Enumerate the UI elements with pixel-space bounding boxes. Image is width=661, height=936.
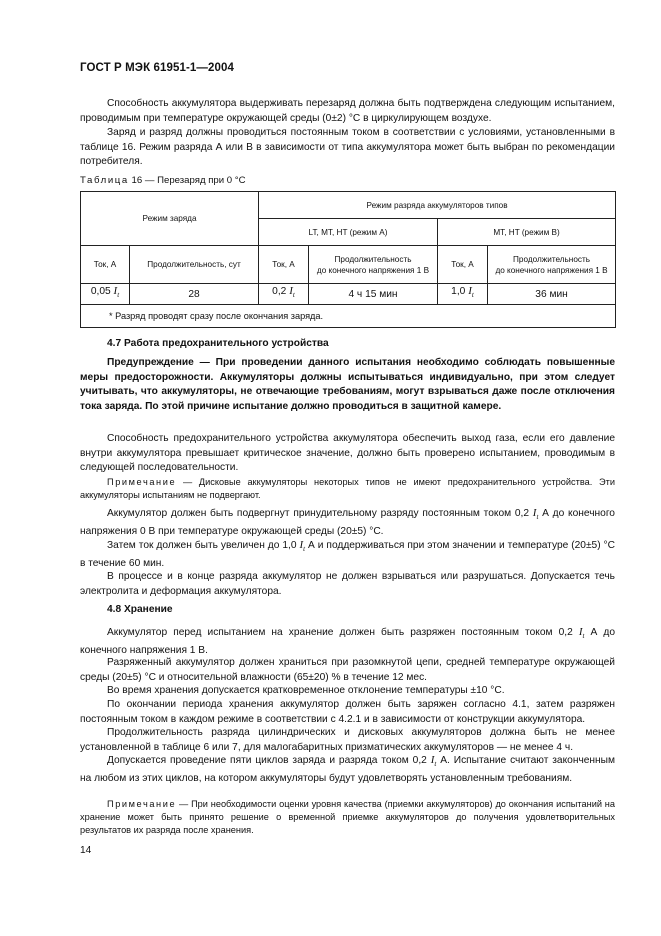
section-4-8-paragraph-5: Продолжительность разряда цилиндрических и дисковых аккумуляторов должна быть не менее установленной в таблице 6 или 7, для малогабаритных призматических аккумуляторов — не менее 4 ч.	[80, 727, 615, 753]
col-a-current: Ток, А	[259, 246, 309, 284]
table-title	[80, 175, 246, 186]
col-b-current: Ток, А	[438, 246, 488, 284]
header-charge-mode: Режим заряда	[81, 192, 259, 246]
col-a-duration: Продолжительность до конечного напряжения 1 В	[309, 246, 438, 284]
table-footnote: * Разряд проводят сразу после окончания заряда.	[81, 305, 616, 328]
cell-charge-current: 0,05 $I_t$	[81, 284, 130, 305]
section-4-8-paragraph-3: Во время хранения допускается кратковременное отклонение температуры ±10 °С.	[107, 685, 505, 696]
col-charge-current: Ток, А	[81, 246, 130, 284]
table-caption: 16 — Перезаряд при 0 °С	[131, 175, 246, 186]
page-number: 14	[80, 845, 92, 856]
cell-b-current: 1,0 $I_t$	[438, 284, 488, 305]
section-4-8-paragraph-2: Разряженный аккумулятор должен храниться при разомкнутой цепи, средней температуре окружающей среды (20±5) °С и относительной влажности (65±20) % в течение 12 мес.	[80, 657, 615, 683]
cell-charge-duration: 28	[130, 284, 259, 305]
header-mode-a: LT, MT, HT (режим А)	[259, 219, 438, 246]
section-4-8-heading: 4.8 Хранение	[107, 604, 173, 615]
section-4-7-paragraph-2: Аккумулятор должен быть подвергнут принудительному разряду постоянным током 0,2 $I_t$ А до конечного напряжения 0 В при температуре окружающей среды (20±5) °С.	[80, 507, 615, 537]
section-4-8-paragraph-4: По окончании периода хранения аккумулятор должен быть заряжен согласно 4.1, затем разряжен постоянным током в каждом режиме в соответствии с 4.2.1 и в зависимости от конструкции аккумулятора.	[80, 699, 615, 725]
section-4-7-note: Примечание — Дисковые аккумуляторы некоторых типов не имеют предохранительного устройства. Эти аккумуляторы испытаниям не подвергают.	[80, 477, 615, 500]
section-4-7-paragraph-3: Затем ток должен быть увеличен до 1,0 $I_t$ А и поддерживаться при этом значении и температуре (20±5) °С в течение 60 мин.	[80, 539, 615, 569]
section-4-7-warning: Предупреждение — При проведении данного испытания необходимо соблюдать повышенные меры предосторожности. Аккумуляторы должны испытываться индивидуально, при этом следует учитывать, что аккумуляторы, не отвечающие требованиям, могут взрываться даже после отключения тока заряда. По этой причине испытание должно проводиться в защитной камере.	[80, 357, 615, 412]
table-label: Таблица	[80, 175, 129, 186]
cell-a-duration: 4 ч 15 мин	[309, 284, 438, 305]
cell-a-current: 0,2 $I_t$	[259, 284, 309, 305]
header-discharge-mode: Режим разряда аккумуляторов типов	[259, 192, 616, 219]
section-4-7-paragraph-1: Способность предохранительного устройства аккумулятора обеспечить выход газа, если его давление внутри аккумулятора превышает критическое значение, должно быть проверено испытанием, проводимым в следующей последовательности.	[80, 433, 615, 474]
section-4-8-paragraph-1: Аккумулятор перед испытанием на хранение должен быть разряжен постоянным током 0,2 $I_t$ А до конечного напряжения 1 В.	[80, 626, 615, 656]
col-charge-duration: Продолжительность, сут	[130, 246, 259, 284]
document-header: ГОСТ Р МЭК 61951-1—2004	[80, 62, 234, 74]
intro-paragraph-2: Заряд и разряд должны проводиться постоянным током в соответствии с условиями, установленными в таблице 16. Режим разряда А или В в зависимости от типа аккумулятора может быть выбран по рекомендации потребителя.	[80, 127, 615, 168]
intro-paragraph-1: Способность аккумулятора выдерживать перезаряд должна быть подтверждена следующим испытанием, проводимым при температуре окружающей среды (0±2) °С в циркулирующем воздухе.	[80, 98, 615, 124]
section-4-7-paragraph-4: В процессе и в конце разряда аккумулятор не должен взрываться или разрушаться. Допускается течь электролита и деформация аккумулятора.	[80, 571, 615, 597]
header-mode-b: MT, HT (режим В)	[438, 219, 616, 246]
overcharge-table	[80, 191, 616, 328]
section-4-8-paragraph-6: Допускается проведение пяти циклов заряда и разряда током 0,2 $I_t$ А. Испытание считают законченным на любом из этих циклов, на котором аккумуляторы будут удовлетворять установленным требованиям.	[80, 754, 615, 784]
section-4-8-note: Примечание — При необходимости оценки уровня качества (приемки аккумуляторов) до окончания испытаний на хранение может быть принято решение о временной приемке аккумуляторов до получения удовлетворительных результатов их разряда после хранения.	[80, 799, 615, 835]
section-4-7-heading: 4.7 Работа предохранительного устройства	[107, 338, 329, 349]
cell-b-duration: 36 мин	[488, 284, 616, 305]
col-b-duration: Продолжительность до конечного напряжения 1 В	[488, 246, 616, 284]
